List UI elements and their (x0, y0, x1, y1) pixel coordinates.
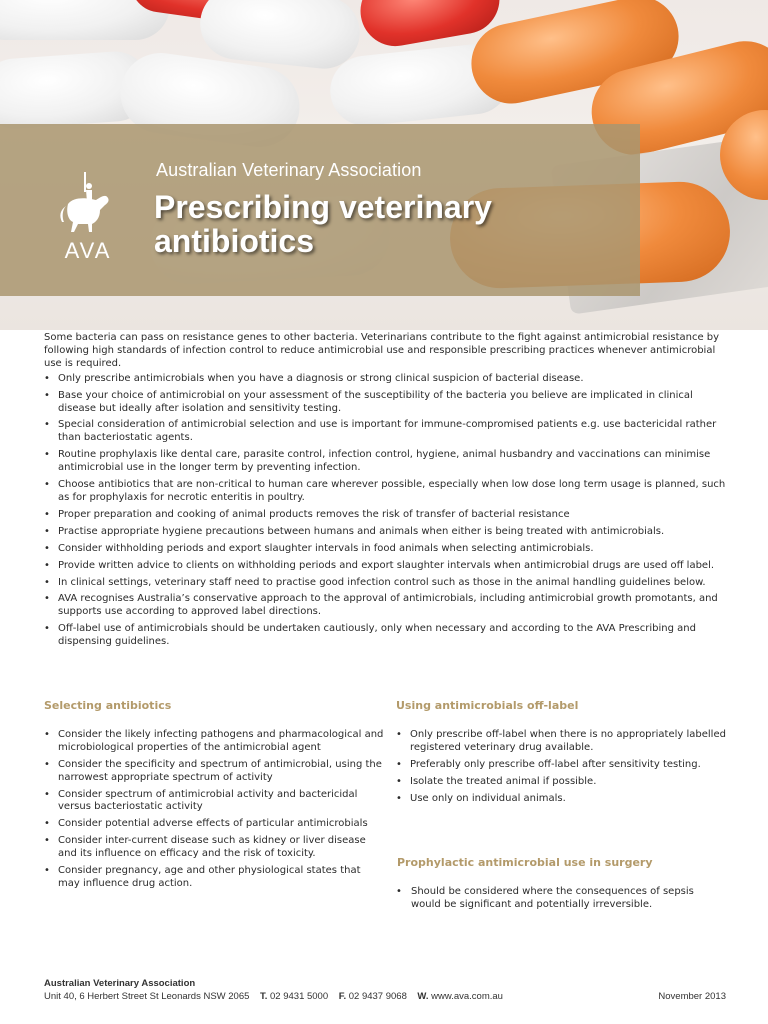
list-item: • Preferably only prescribe off-label after sensitivity testing. (396, 759, 726, 772)
intro-bullet-list (44, 373, 730, 649)
section-heading: Selecting antibiotics (44, 699, 172, 712)
web-label: W. (417, 991, 429, 1002)
footer-address: Unit 40, 6 Herbert Street St Leonards NSW 2065 (44, 991, 250, 1002)
footer-date: November 2013 (658, 991, 726, 1002)
list-item: • AVA recognises Australia’s conservative approach to the approval of antimicrobials, including antimicrobial growth promotants, and supports use according to approved label directions. (44, 593, 730, 619)
section-heading: Using antimicrobials off-label (396, 699, 579, 712)
list-item: • Choose antibiotics that are non-critical to human care wherever possible, especially when low dose long term usage is planned, such as for prophylaxis for necrotic enteritis in poultry. (44, 479, 730, 505)
list-item: • Provide written advice to clients on withholding periods and export slaughter intervals when antimicrobial drugs are used off label. (44, 560, 730, 573)
selecting-antibiotics-section (44, 700, 384, 895)
horse-rider-icon (44, 170, 132, 266)
section-heading: Prophylactic antimicrobial use in surgery (397, 856, 653, 870)
list-item: • Consider spectrum of antimicrobial activity and bactericidal versus bacteriostatic activity (44, 789, 384, 815)
footer-contact (44, 990, 726, 1003)
intro-paragraph: Some bacteria can pass on resistance genes to other bacteria. Veterinarians contribute to the fight against antimicrobial resistance by following high standards of infection control to reduce antimicrobial use and responsible prescribing practices whenever antimicrobial use is required. (44, 332, 720, 369)
selecting-bullet-list (44, 729, 384, 891)
footer-phone: 02 9431 5000 (270, 991, 329, 1002)
list-item: • Should be considered where the consequences of sepsis would be significant and potentially irreversible. (396, 886, 726, 912)
list-item: • Routine prophylaxis like dental care, parasite control, infection control, hygiene, animal husbandry and vaccinations can minimise antimicrobial use in the longer term by preventing infection. (44, 449, 730, 475)
off-label-bullet-list (396, 729, 726, 806)
off-label-section (396, 700, 726, 916)
list-item: • Consider pregnancy, age and other physiological states that may influence drug action. (44, 865, 384, 891)
list-item: • Proper preparation and cooking of animal products removes the risk of transfer of bacterial resistance (44, 509, 730, 522)
phone-label: T. (259, 991, 268, 1002)
ava-logo (44, 170, 132, 266)
page-title: Prescribing veterinary antibiotics (154, 189, 492, 259)
list-item: • Consider the likely infecting pathogens and pharmacological and microbiological properties of the antimicrobial agent (44, 729, 384, 755)
prophylactic-bullet-list (396, 886, 726, 912)
title-banner (0, 124, 640, 296)
footer-org-name: Australian Veterinary Association (44, 978, 196, 989)
list-item: • Special consideration of antimicrobial selection and use is important for immune-compromised patients e.g. use bactericidal rather than bacteriostatic agents. (44, 419, 730, 445)
footer-website-link[interactable]: www.ava.com.au (431, 991, 503, 1002)
footer (44, 977, 726, 1003)
header-image (0, 0, 768, 330)
fax-label: F. (338, 991, 347, 1002)
list-item: • In clinical settings, veterinary staff need to practise good infection control such as those in the animal handling guidelines below. (44, 577, 730, 590)
logo-text: AVA (64, 238, 112, 263)
org-name: Australian Veterinary Association (156, 160, 422, 180)
list-item: • Base your choice of antimicrobial on your assessment of the susceptibility of the bacteria you believe are implicated in clinical disease but ideally after isolation and sensitivity testing. (44, 390, 730, 416)
list-item: • Consider potential adverse effects of particular antimicrobials (44, 818, 384, 831)
list-item: • Consider withholding periods and export slaughter intervals in food animals when selecting antimicrobials. (44, 543, 730, 556)
list-item: • Only prescribe off-label when there is no appropriately labelled registered veterinary drug available. (396, 729, 726, 755)
list-item: • Only prescribe antimicrobials when you have a diagnosis or strong clinical suspicion of bacterial disease. (44, 373, 730, 386)
list-item: • Consider inter-current disease such as kidney or liver disease and its influence on efficacy and the risk of toxicity. (44, 835, 384, 861)
list-item: • Isolate the treated animal if possible. (396, 776, 726, 789)
intro-section (44, 332, 730, 653)
list-item: • Off-label use of antimicrobials should be undertaken cautiously, only when necessary and according to the AVA Prescribing and dispensing guidelines. (44, 623, 730, 649)
footer-fax: 02 9437 9068 (348, 991, 407, 1002)
list-item: • Practise appropriate hygiene precautions between humans and animals when either is being treated with antimicrobials. (44, 526, 730, 539)
list-item: • Use only on individual animals. (396, 793, 726, 806)
list-item: • Consider the specificity and spectrum of antimicrobial, using the narrowest appropriate spectrum of activity (44, 759, 384, 785)
